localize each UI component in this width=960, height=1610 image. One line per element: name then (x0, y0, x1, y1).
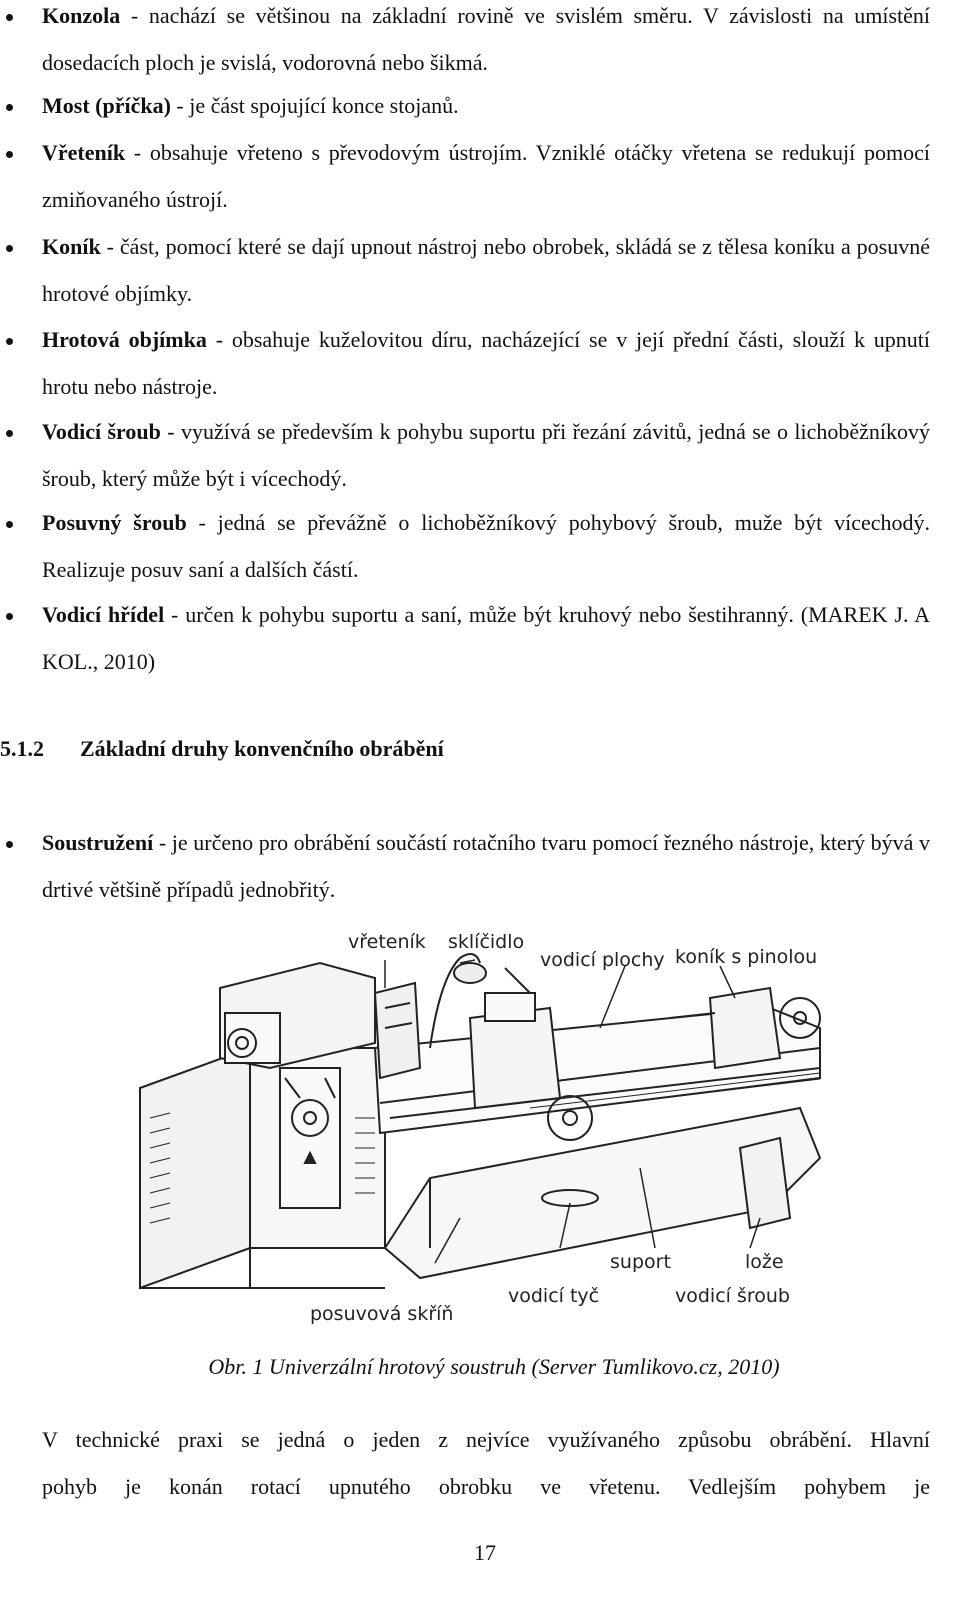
description: - část, pomocí které se dají upnout nástroj nebo obrobek, skládá se z tělesa koníku a posuvné hrotové objímky. (42, 234, 930, 306)
section-title: Základní druhy konvenčního obrábění (80, 736, 444, 761)
bullet-icon (6, 430, 13, 437)
description: - nachází se většinou na základní rovině ve svislém směru. V závislosti na umístění dosedacích ploch je svislá, vodorovná nebo šikmá. (42, 3, 930, 75)
lathe-figure (130, 918, 830, 1338)
term: Konzola (42, 3, 121, 28)
list-item-text (42, 316, 930, 410)
label-konik: koník s pinolou (675, 946, 818, 968)
term: Hrotová objímka (42, 327, 207, 352)
description: - je část spojující konce stojanů. (170, 93, 459, 118)
bullet-icon (6, 521, 13, 528)
figure-caption: Obr. 1 Univerzální hrotový soustruh (Server Tumlikovo.cz, 2010) (208, 1354, 780, 1379)
term: Vodicí šroub (42, 419, 161, 444)
bullet-icon (6, 841, 13, 848)
term: Vřeteník (42, 140, 126, 165)
description: - obsahuje vřeteno s převodovým ústrojím. Vzniklé otáčky vřetena se redukují pomocí zmiňovaného ústrojí. (42, 140, 930, 212)
term: Vodicí hřídel (42, 602, 165, 627)
description: - využívá se především k pohybu suportu při řezání závitů, jedná se o lichoběžníkový šroub, který může být i vícechodý. (42, 419, 930, 491)
section-heading (0, 732, 444, 766)
section-number: 5.1.2 (0, 736, 44, 761)
term: Most (příčka) (42, 93, 171, 118)
description: - určen k pohybu suportu a saní, může být kruhový nebo šestihranný. (MAREK J. A KOL., 2010) (42, 602, 930, 674)
paragraph-line: V technické praxi se jedná o jeden z nejvíce využívaného způsobu obrábění. Hlavní (42, 1427, 930, 1452)
label-loze: lože (745, 1251, 784, 1273)
list-item-text (42, 499, 930, 593)
list-item-text (42, 408, 930, 502)
bullet-icon (6, 338, 13, 345)
label-vodici-sroub: vodicí šroub (675, 1285, 790, 1307)
bullet-icon (6, 151, 13, 158)
bullet-icon (6, 245, 13, 252)
bullet-icon (6, 14, 13, 21)
description: - jedná se převážně o lichoběžníkový pohybový šroub, muže být vícechodý. Realizuje posuv saní a dalších částí. (42, 510, 930, 582)
body-paragraph (42, 1416, 930, 1510)
label-posuvova-skrin: posuvová skříň (310, 1303, 454, 1325)
label-vretenik: vřeteník (348, 931, 426, 953)
label-vodici-plochy: vodicí plochy (540, 949, 665, 971)
list-item-text (42, 591, 930, 685)
list-item-text (42, 129, 930, 223)
bullet-icon (6, 104, 13, 111)
paragraph-line: pohyb je konán rotací upnutého obrobku ve vřetenu. Vedlejším pohybem je (42, 1474, 930, 1499)
label-vodici-tyc: vodicí tyč (508, 1285, 600, 1307)
term: Soustružení (42, 830, 154, 855)
list-item-text (42, 82, 930, 129)
description: - obsahuje kuželovitou díru, nacházející se v její přední části, slouží k upnutí hrotu nebo nástroje. (42, 327, 931, 399)
term: Posuvný šroub (42, 510, 187, 535)
label-suport: suport (610, 1251, 671, 1273)
bullet-icon (6, 613, 13, 620)
label-sklicidlo: sklíčidlo (448, 931, 525, 953)
list-item-text (42, 819, 930, 913)
lathe-drawing (130, 918, 830, 1338)
list-item-text (42, 223, 930, 317)
page-number: 17 (474, 1540, 496, 1565)
description: - je určeno pro obrábění součástí rotačního tvaru pomocí řezného nástroje, který bývá v drtivé většině případů jednobřitý. (42, 830, 930, 902)
term: Koník (42, 234, 101, 259)
list-item-text (42, 0, 930, 86)
